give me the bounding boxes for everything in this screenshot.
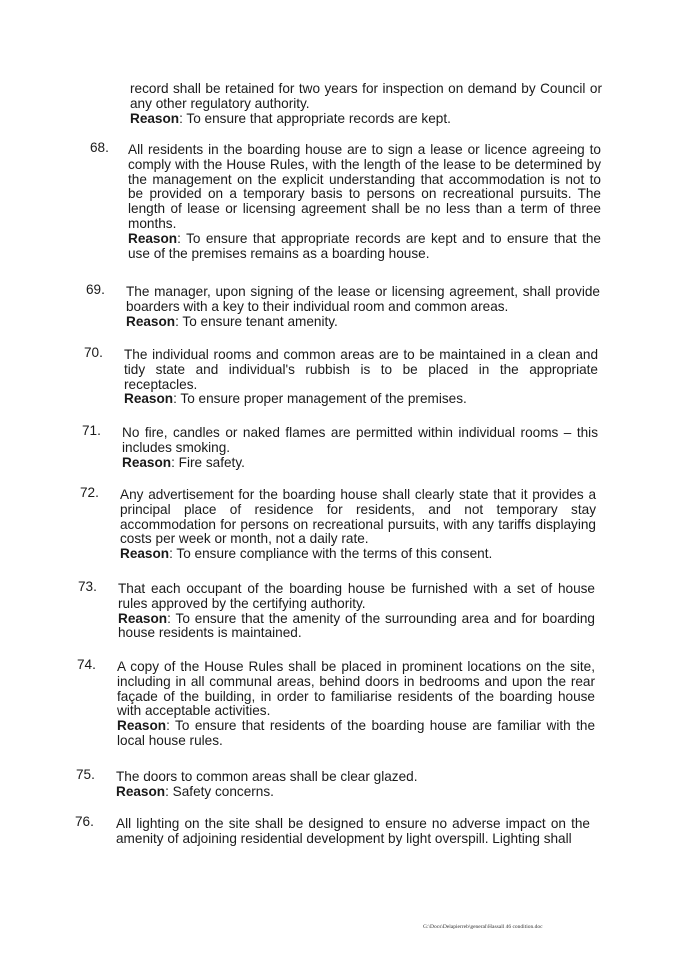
condition-text: The manager, upon signing of the lease or licensing agreement, shall provide boarders with a key to their individual room and common areas. [126,284,600,314]
condition-text: That each occupant of the boarding house be furnished with a set of house rules approved by the certifying authority. [118,581,595,611]
reason-text: : To ensure tenant amenity. [175,313,338,329]
reason-label: Reason [117,718,167,734]
condition-number: 76. [75,814,94,829]
reason-text: : To ensure that the amenity of the surrounding area and for boarding house residents is maintained. [118,610,595,641]
condition-paragraph [116,770,594,800]
condition-number: 69. [86,282,105,297]
condition-paragraph [120,488,596,562]
footer-file-path: G:\Docs\Delapierreb\general\Hassall 46 condition.doc [423,924,543,930]
continuation-paragraph [130,82,602,126]
continuation-text: record shall be retained for two years for inspection on demand by Council or any other regulatory authority. [130,81,602,111]
condition-paragraph [124,348,598,407]
condition-number: 72. [80,485,99,500]
condition-number: 70. [84,345,103,360]
reason-text: : To ensure that appropriate records are kept and to ensure that the use of the premises remains as a boarding house. [128,230,601,261]
reason-label: Reason [124,391,174,407]
condition-text: Any advertisement for the boarding house shall clearly state that it provides a principal place of residence for residents, and not temporary stay accommodation for persons on recreational pursuits, with any tariffs displaying costs per week or month, not a daily rate. [120,487,596,547]
reason-label: Reason [118,610,168,626]
condition-text: All residents in the boarding house are to sign a lease or licence agreeing to comply with the House Rules, with the length of the lease to be determined by the management on the explicit understanding that accommodation is not to be provided on a temporary basis to persons on recreational pursuits. The length of lease or licensing agreement shall be no less than a term of three months. [128,142,601,231]
condition-text: A copy of the House Rules shall be placed in prominent locations on the site, including in all communal areas, behind doors in bedrooms and upon the rear façade of the building, in order to familiarise residents of the boarding house with acceptable activities. [117,659,595,719]
condition-number: 71. [82,423,101,438]
reason-text: : To ensure that residents of the boarding house are familiar with the local house rules. [117,718,595,748]
condition-paragraph [122,426,598,470]
reason-text: : To ensure compliance with the terms of this consent. [169,546,493,562]
reason-text: : To ensure proper management of the premises. [173,391,467,407]
condition-number: 74. [77,657,96,672]
reason-label: Reason [116,783,166,799]
condition-paragraph [128,143,601,261]
condition-text: No fire, candles or naked flames are permitted within individual rooms – this includes smoking. [122,425,598,455]
condition-number: 75. [76,767,95,782]
condition-number: 68. [90,140,109,155]
reason-text: : Safety concerns. [165,783,274,799]
condition-paragraph [116,817,590,847]
reason-label: Reason [128,230,178,246]
reason-text: : To ensure that appropriate records are kept. [179,110,451,126]
condition-text: The individual rooms and common areas are to be maintained in a clean and tidy state and individual's rubbish is to be placed in the appropriate receptacles. [124,347,598,392]
reason-text: : Fire safety. [171,454,245,470]
condition-number: 73. [78,579,97,594]
condition-text: The doors to common areas shall be clear glazed. [116,769,418,784]
reason-label: Reason [130,110,180,126]
condition-paragraph [118,582,595,641]
reason-label: Reason [126,313,176,329]
reason-label: Reason [120,546,170,562]
condition-text: All lighting on the site shall be designed to ensure no adverse impact on the amenity of adjoining residential development by light overspill. Lighting shall [116,816,590,846]
reason-label: Reason [122,454,172,470]
condition-paragraph [117,660,595,749]
condition-paragraph [126,285,600,329]
